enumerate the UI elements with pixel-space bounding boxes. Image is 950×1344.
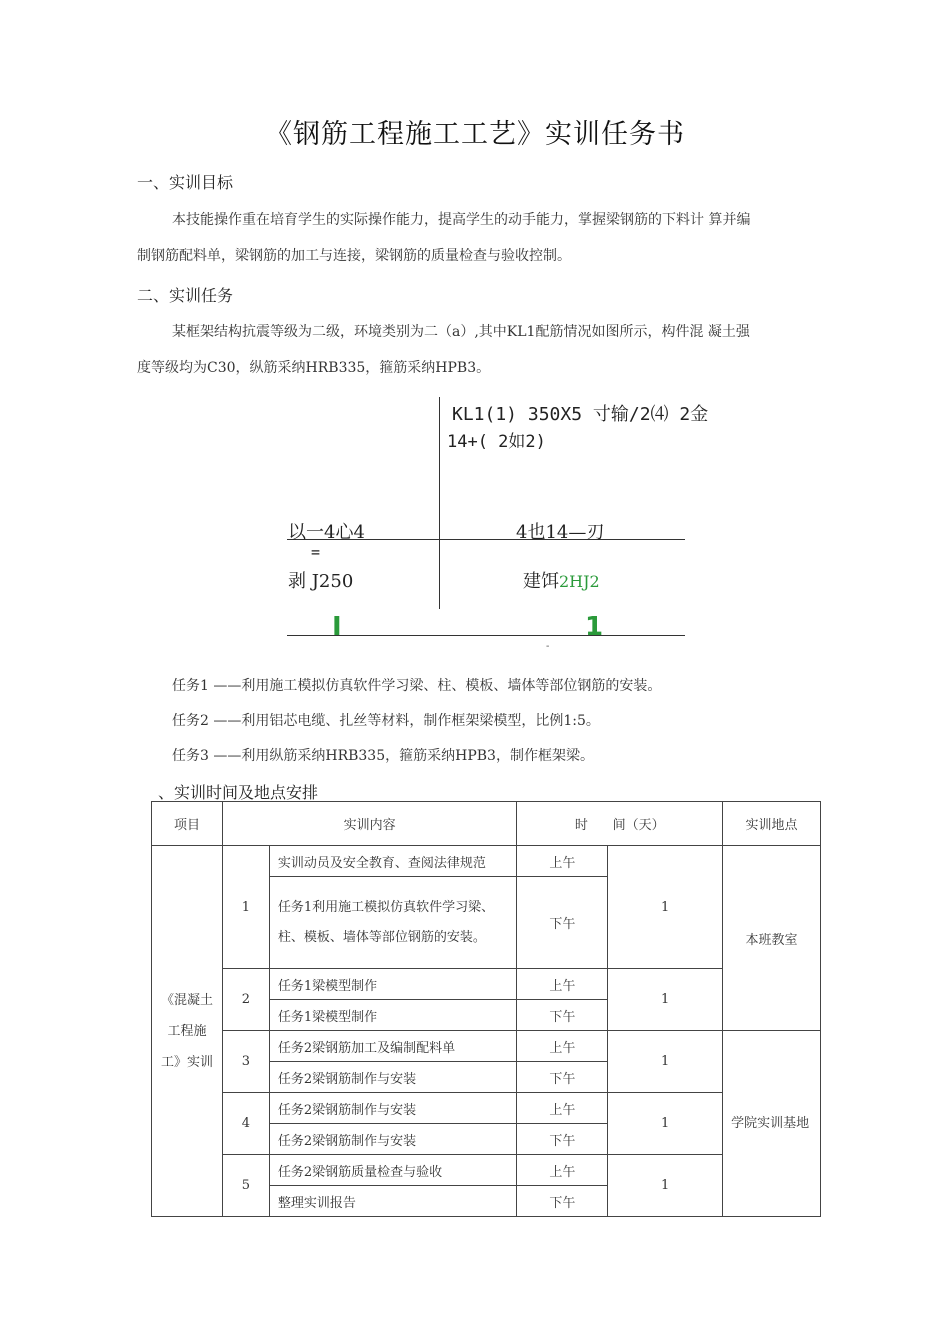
time-cell: 上午 <box>517 1093 608 1124</box>
time-cell: 下午 <box>517 1062 608 1093</box>
table-row <box>152 1093 821 1124</box>
day-number: 2 <box>222 969 269 1031</box>
table-header-row <box>152 802 821 846</box>
day-number: 5 <box>222 1155 269 1217</box>
day-number: 4 <box>222 1093 269 1155</box>
header-time: 时 间（天） <box>517 802 723 846</box>
goal-paragraph-line1: 本技能操作重在培育学生的实际操作能力，提高学生的动手能力，掌握梁钢筋的下料计 算并编 <box>172 212 751 228</box>
table-row <box>152 846 821 877</box>
left-support-bottom-label: 剥 J250 <box>288 571 354 592</box>
content-cell: 任务2梁钢筋加工及编制配料单 <box>269 1031 517 1062</box>
midspan-top-label: 4也14—刃 <box>516 522 605 543</box>
figure-vertical-line <box>439 397 440 609</box>
time-cell: 下午 <box>517 1124 608 1155</box>
content-cell: 任务1梁模型制作 <box>269 1000 517 1031</box>
time-cell: 上午 <box>517 969 608 1000</box>
beam-label-line2: 14+( 2如2) <box>447 432 546 452</box>
days-cell: 1 <box>608 969 723 1031</box>
days-cell: 1 <box>608 1155 723 1217</box>
table-row <box>152 969 821 1000</box>
task-3-text: 任务3 ——利用纵筋采纳HRB335，箍筋采纳HPB3，制作框架梁。 <box>172 748 594 764</box>
days-cell: 1 <box>608 1031 723 1093</box>
tasks-paragraph-line1: 某框架结构抗震等级为二级，环境类别为二（a）,其中KL1配筋情况如图所示，构件混 凝土强 <box>172 324 750 340</box>
figure-dot: - <box>546 641 550 652</box>
beam-label-line1: KL1(1) 350X5 寸输/2⑷ 2金 <box>452 404 709 425</box>
table-row <box>152 1031 821 1062</box>
support-marker-left: I <box>332 612 342 642</box>
section-heading-schedule: 、实训时间及地点安排 <box>158 783 319 802</box>
figure-bottom-line <box>287 635 685 636</box>
days-cell: 1 <box>608 1093 723 1155</box>
schedule-table <box>151 801 821 1217</box>
header-place: 实训地点 <box>723 802 821 846</box>
content-cell: 任务2梁钢筋质量检查与验收 <box>269 1155 517 1186</box>
time-cell: 下午 <box>517 1186 608 1217</box>
place-cell-classroom: 本班教室 <box>723 846 821 1031</box>
midspan-bottom-label-green: 2HJ2 <box>559 572 600 591</box>
task-2-text: 任务2 ——利用铝芯电缆、扎丝等材料，制作框架梁模型，比例1:5。 <box>172 713 600 729</box>
midspan-bottom-label-main: 建饵 <box>523 571 559 592</box>
project-name-cell: 《混凝土工程施工》实训 <box>152 846 223 1217</box>
midspan-bottom-label <box>523 567 600 593</box>
content-cell: 任务2梁钢筋制作与安装 <box>269 1093 517 1124</box>
tasks-paragraph-line2: 度等级均为C30，纵筋采纳HRB335，箍筋采纳HPB3。 <box>137 360 491 376</box>
task-1-text: 任务1 ——利用施工模拟仿真软件学习梁、柱、模板、墙体等部位钢筋的安装。 <box>172 678 662 694</box>
table-row <box>152 1155 821 1186</box>
day-number: 1 <box>222 846 269 969</box>
time-cell: 下午 <box>517 877 608 969</box>
time-cell: 上午 <box>517 846 608 877</box>
content-cell: 实训动员及安全教育、查阅法律规范 <box>269 846 517 877</box>
place-cell-training-base: 学院实训基地 <box>723 1031 821 1217</box>
goal-paragraph-line2: 制钢筋配料单，梁钢筋的加工与连接，梁钢筋的质量检查与验收控制。 <box>137 248 571 264</box>
support-marker-right: 1 <box>585 612 604 642</box>
content-cell: 任务1梁模型制作 <box>269 969 517 1000</box>
page-title: 《钢筋工程施工工艺》实训任务书 <box>265 119 685 150</box>
left-support-eq-sign: = <box>311 543 321 561</box>
content-cell: 任务2梁钢筋制作与安装 <box>269 1062 517 1093</box>
header-content: 实训内容 <box>222 802 516 846</box>
section-heading-goal: 一、实训目标 <box>137 173 234 192</box>
day-number: 3 <box>222 1031 269 1093</box>
time-cell: 下午 <box>517 1000 608 1031</box>
days-cell: 1 <box>608 846 723 969</box>
header-item: 项目 <box>152 802 223 846</box>
left-support-top-label: 以一4心4 <box>288 522 365 543</box>
content-cell: 任务2梁钢筋制作与安装 <box>269 1124 517 1155</box>
content-cell: 整理实训报告 <box>269 1186 517 1217</box>
section-heading-tasks: 二、实训任务 <box>137 286 234 305</box>
time-cell: 上午 <box>517 1031 608 1062</box>
time-cell: 上午 <box>517 1155 608 1186</box>
content-cell: 任务1利用施工模拟仿真软件学习梁、柱、模板、墙体等部位钢筋的安装。 <box>269 877 517 969</box>
